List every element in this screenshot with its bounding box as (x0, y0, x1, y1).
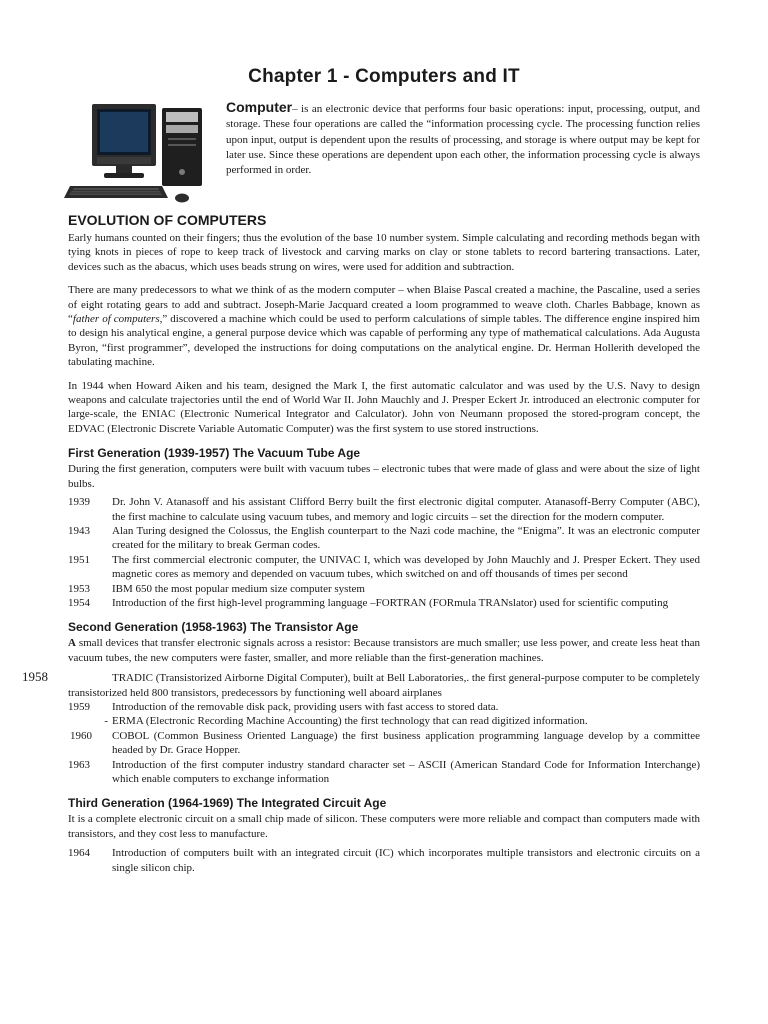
timeline-entry (68, 596, 700, 610)
timeline-entry (68, 846, 700, 875)
evolution-paragraph-2 (68, 283, 700, 369)
timeline-year: 1964 (68, 847, 90, 860)
evolution-paragraph-1: Early humans counted on their fingers; thus the evolution of the base 10 number system. Simple calculating and recording methods began with tying knots in pieces of rope to keep track of livestock and carving marks on clay or stone tablets to record bartering transactions. Later, devices such as the abacus, which uses beads strung on wires, were used for addition and subtraction. (68, 232, 700, 273)
timeline-entry (68, 582, 700, 596)
timeline-text: Introduction of the removable disk pack, providing users with fast access to stored data. (112, 700, 499, 713)
timeline-text: Introduction of the first computer industry standard character set – ASCII (American Standard Code for Information Interchange) which enable computers to exchange information (112, 758, 700, 785)
first-generation-intro: During the first generation, computers were built with vacuum tubes – electronic tubes that were made of glass and were about the size of light bulbs. (68, 463, 700, 490)
evolution-paragraph-2-part-b: ,” discovered a machine which could be used to perform calculations of simple tables. The difference engine inspired him to design his analytical engine, a general purpose device which was capable of performing any type of mathematical calculations. Ada Augusta Byron, “first programmer”, developed the instructions for doing computations on the analytical engine. Dr. Herman Hollerith developed the tabulating machine. (68, 313, 700, 369)
timeline-entry (68, 700, 700, 714)
timeline-entry (68, 758, 700, 787)
timeline-entry (68, 729, 700, 758)
timeline-year: 1951 (68, 553, 90, 566)
timeline-year: 1959 (68, 700, 90, 713)
third-generation-heading: Third Generation (1964-1969) The Integrated Circuit Age (68, 796, 387, 811)
timeline-year-1958: 1958 (22, 669, 48, 685)
tradic-entry (22, 669, 700, 700)
timeline-year: 1960 (70, 729, 92, 742)
first-generation-heading: First Generation (1939-1957) The Vacuum Tube Age (68, 446, 361, 461)
timeline-text: The first commercial electronic computer, the UNIVAC I, which was developed by John Mauchly and J. Presper Eckert. They used magnetic cores as memory and depended on vacuum tubes, which switched on and off thousands of times per second (112, 553, 700, 581)
timeline-year: 1939 (68, 496, 90, 509)
timeline-entry (68, 524, 700, 553)
timeline-year: 1954 (68, 596, 90, 609)
second-generation-intro-text: small devices that transfer electronic signals across a resistor: Because transistors are much smaller; use less power, and create less heat than vacuum tubes, the new computers were faster, smaller, and more reliable than the first-generation machines. (68, 637, 700, 664)
evolution-paragraph-3: In 1944 when Howard Aiken and his team, designed the Mark I, the first automatic calculator and was used by the U.S. Navy to design weapons and calculate trajectories until the end of World War II. John Mauchly and J. Presper Eckert Jr. introduced an electronic computer for large-scale, the ENIAC (Electronic Numerical Integrator and Calculator). John von Neumann proposed the stored-program concept, the EDVAC (Electronic Discrete Variable Automatic Computer) was the first system to use stored instructions. (68, 379, 700, 435)
computer-definition-text: – is an electronic device that performs four basic operations: input, processing, output, and storage. These four operations are called the “information processing cycle. The processing function relies upon input, output is dependent upon the results of processing, and storage is where output may be kept for later use. Since these operations are dependent upon each other, the information processing cycle is always performed in order. (226, 103, 700, 177)
third-generation-intro: It is a complete electronic circuit on a small chip made of silicon. These computers were more reliable and compact than computers made with transistors, and they cost less to manufacture. (68, 813, 700, 840)
computer-term: Computer (226, 99, 293, 115)
timeline-year: 1943 (68, 524, 90, 537)
tradic-text: TRADIC (Transistorized Airborne Digital Computer), built at Bell Laboratories,. the first general-purpose computer to be completely transistorized held 800 transistors, predecessors by functioning well aboard airplanes (68, 672, 700, 699)
main-content (22, 211, 700, 884)
timeline-text: Introduction of computers built with an integrated circuit (IC) which incorporates multiple transistors and electronic circuits on a single silicon chip. (112, 847, 700, 874)
timeline-year: 1963 (68, 758, 90, 771)
timeline-text: Dr. John V. Atanasoff and his assistant Clifford Berry built the first electronic digital computer. Atanasoff-Berry Computer (ABC), the first machine to calculate using vacuum tubes, and memory and logic circuits – set the direction for the modern computer. (112, 496, 700, 523)
timeline-entry (68, 553, 700, 582)
timeline-entry (68, 714, 700, 728)
timeline-text: IBM 650 the most popular medium size computer system (112, 582, 365, 595)
timeline-text: COBOL (Common Business Oriented Language) the first business application programming language develop by a committee headed by Dr. Grace Hopper. (112, 729, 700, 757)
computer-definition (226, 100, 700, 178)
timeline-text: Introduction of the first high-level programming language –FORTRAN (FORmula TRANslator) used for scientific computing (112, 596, 669, 609)
desktop-computer-image (64, 100, 220, 208)
second-generation-intro (68, 636, 700, 665)
timeline-bullet: - (104, 715, 108, 728)
evolution-paragraph-2-part-a: There are many predecessors to what we think of as the modern computer – when Blaise Pascal created a machine, the Pascaline, used a series of eight rotating gears to add and subtract. Joseph-Marie Jacquard created a loom programmed to weave cloth. Charles Babbage, known as “ (68, 284, 700, 326)
third-generation-timeline (68, 846, 700, 875)
timeline-text: ERMA (Electronic Recording Machine Accounting) the first technology that can read digitized information. (112, 715, 588, 728)
father-of-computers-italic: father of computers (72, 313, 160, 326)
second-generation-heading: Second Generation (1958-1963) The Transistor Age (68, 620, 359, 635)
evolution-heading: EVOLUTION OF COMPUTERS (68, 212, 267, 228)
chapter-title: Chapter 1 - Computers and IT (248, 66, 520, 87)
timeline-text: Alan Turing designed the Colossus, the English counterpart to the Nazi code machine, the “Enigma”. It was an electronic computer created for the military to break German codes. (112, 524, 700, 552)
first-generation-timeline (68, 495, 700, 610)
timeline-entry (68, 495, 700, 524)
second-generation-timeline (68, 700, 700, 786)
second-generation-intro-lead: A (68, 637, 76, 650)
timeline-year: 1953 (68, 582, 90, 595)
